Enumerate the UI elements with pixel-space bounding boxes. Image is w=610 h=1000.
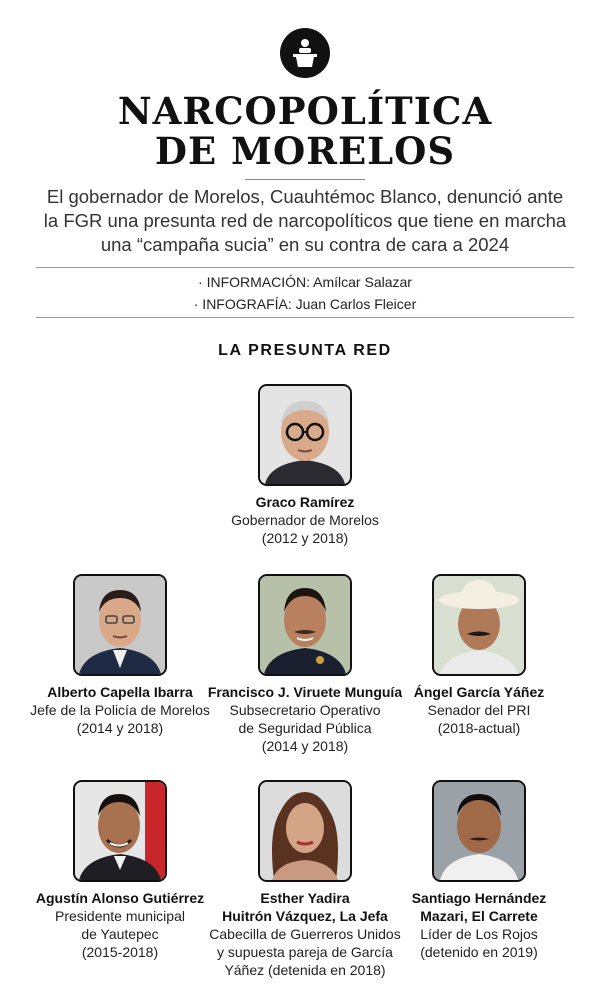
name-line: Agustín Alonso Gutiérrez (35, 890, 205, 906)
desc-line: (detenido en 2019) (420, 944, 538, 960)
person-description (15, 701, 225, 737)
section-title: LA PRESUNTA RED (218, 342, 392, 359)
intro-text (40, 185, 570, 257)
name-line: Graco Ramírez (255, 494, 355, 510)
person-description (200, 511, 410, 547)
intro-line: una “campaña sucia” en su contra de cara a 2024 (100, 234, 510, 255)
podium-logo-icon (280, 28, 330, 78)
desc-line: Jefe de la Policía de Morelos (30, 702, 210, 718)
name-line: Alberto Capella Ibarra (47, 684, 193, 700)
person-description (15, 907, 225, 961)
person-card (374, 574, 584, 737)
name-line: Mazari, El Carrete (420, 908, 538, 924)
desc-line: Yáñez (detenida en 2018) (224, 962, 386, 978)
name-line: Esther Yadira (260, 890, 350, 906)
person-name (374, 683, 584, 701)
headline-line-2: DE MORELOS (154, 129, 456, 173)
portrait-photo (258, 780, 352, 882)
credits-bottom-divider (36, 317, 574, 318)
person-name (374, 889, 584, 925)
desc-line: Subsecretario Operativo (229, 702, 381, 718)
name-line: Huitrón Vázquez, La Jefa (222, 908, 388, 924)
desc-line: (2014 y 2018) (261, 738, 349, 754)
portrait-photo (73, 780, 167, 882)
desc-line: Gobernador de Morelos (231, 512, 379, 528)
person-description (374, 701, 584, 737)
name-line: Ángel García Yáñez (413, 684, 545, 700)
person-card (200, 384, 410, 547)
desc-line: de Yautepec (81, 926, 159, 942)
name-line: Santiago Hernández (411, 890, 547, 906)
person-name (15, 683, 225, 701)
portrait-photo (432, 780, 526, 882)
credit-infographic: · INFOGRAFÍA: Juan Carlos Fleicer (193, 296, 417, 312)
desc-line: Presidente municipal (55, 908, 185, 924)
intro-line: El gobernador de Morelos, Cuauhtémoc Blanco, denunció ante (46, 186, 564, 207)
portrait-photo (258, 384, 352, 486)
desc-line: de Seguridad Pública (238, 720, 372, 736)
person-description (374, 925, 584, 961)
desc-line: (2018-actual) (437, 720, 521, 736)
person-card (15, 574, 225, 737)
person-card (374, 780, 584, 961)
portrait-photo (258, 574, 352, 676)
credit-information: · INFORMACIÓN: Amílcar Salazar (198, 274, 412, 290)
desc-line: (2012 y 2018) (261, 530, 349, 546)
credits-top-divider (36, 267, 574, 268)
intro-line: la FGR una presunta red de narcopolíticos que tiene en marcha (43, 210, 567, 231)
desc-line: (2014 y 2018) (76, 720, 164, 736)
desc-line: Cabecilla de Guerreros Unidos (209, 926, 401, 942)
desc-line: Senador del PRI (427, 702, 531, 718)
desc-line: (2015-2018) (81, 944, 159, 960)
person-card (15, 780, 225, 961)
name-line: Francisco J. Viruete Munguía (207, 684, 403, 700)
desc-line: Líder de Los Rojos (420, 926, 538, 942)
person-name (200, 493, 410, 511)
headline-line-1: NARCOPOLÍTICA (117, 89, 493, 133)
desc-line: y supuesta pareja de García (217, 944, 393, 960)
person-name (15, 889, 225, 907)
title-divider (245, 179, 365, 180)
portrait-photo (73, 574, 167, 676)
portrait-photo (432, 574, 526, 676)
